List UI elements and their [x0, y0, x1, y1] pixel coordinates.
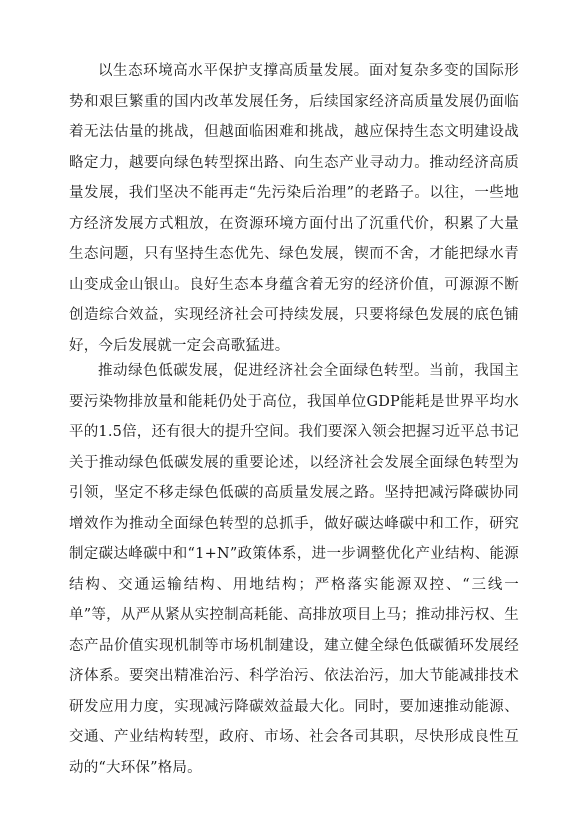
paragraph-green-low-carbon: 推动绿色低碳发展，促进经济社会全面绿色转型。当前，我国主要污染物排放量和能耗仍处于高位，我国单位GDP能耗是世界平均水平的1.5倍，还有很大的提升空间。我们要深入领会把握习近平总书记关于推动绿色低碳发展的重要论述，以经济社会发展全面绿色转型为引领，坚定不移走绿色低碳的高质量发展之路。坚持把减污降碳协同增效作为推动全面绿色转型的总抓手，做好碳达峰碳中和工作，研究制定碳达峰碳中和“1+N”政策体系，进一步调整优化产业结构、能源结构、交通运输结构、用地结构；严格落实能源双控、“三线一单”等，从严从紧从实控制高耗能、高排放项目上马；推动排污权、生态产品价值实现机制等市场机制建设，建立健全绿色低碳循环发展经济体系。要突出精准治污、科学治污、依法治污，加大节能减排技术研发应用力度，实现减污降碳效益最大化。同时，要加速推动能源、交通、产业结构转型，政府、市场、社会各司其职，尽快形成良性互动的“大环保”格局。 — [69, 363, 519, 776]
paragraph-ecological-protection: 以生态环境高水平保护支撑高质量发展。面对复杂多变的国际形势和艰巨繁重的国内改革发展任务，后续国家经济高质量发展仍面临着无法估量的挑战，但越面临困难和挑战，越应保持生态文明建设战略定力，越要向绿色转型探出路、向生态产业寻动力。推动经济高质量发展，我们坚决不能再走“先污染后治理”的老路子。以往，一些地方经济发展方式粗放，在资源环境方面付出了沉重代价，积累了大量生态问题，只有坚持生态优先、绿色发展，锲而不舍，才能把绿水青山变成金山银山。良好生态本身蕴含着无穷的经济价值，可源源不断创造综合效益，实现经济社会可持续发展，只要将绿色发展的底色铺好，今后发展就一定会高歌猛进。 — [69, 63, 519, 354]
